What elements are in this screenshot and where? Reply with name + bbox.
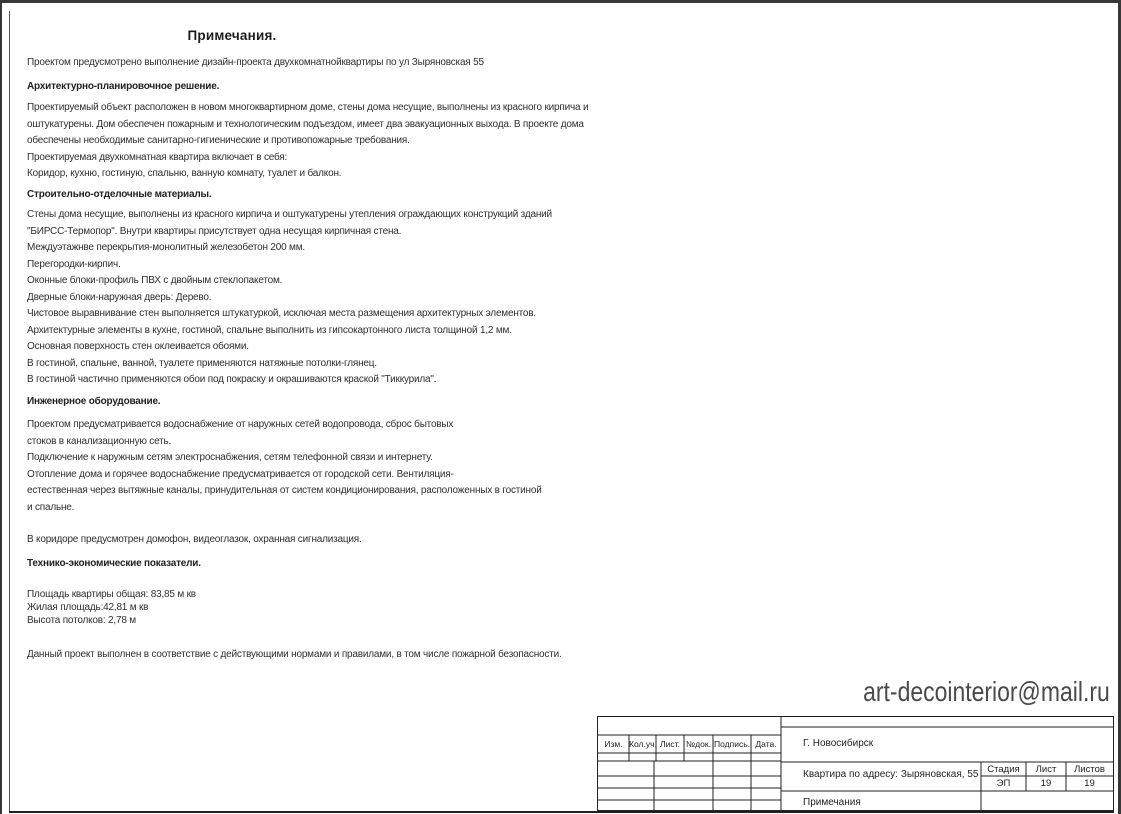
tb-col-podpis: Подпись. xyxy=(713,739,750,749)
tb-project-address: Квартира по адресу: Зыряновская, 55 xyxy=(803,769,979,780)
tb-col-izm: Изм. xyxy=(604,739,623,749)
tb-doc-name: Примечания xyxy=(803,797,861,808)
page-title: Примечания. xyxy=(187,28,277,43)
section-heading-engineering: Инженерное оборудование. xyxy=(27,395,161,407)
security-paragraph: В коридоре предусмотрен домофон, видеоглазок, охранная сигнализация. xyxy=(27,534,362,545)
tb-col-ndok: №док. xyxy=(686,739,711,749)
section-heading-indicators: Технико-экономические показатели. xyxy=(27,557,201,569)
text-line: Проектом предусматривается водоснабжение от наружных сетей водопровода, сброс бытовых xyxy=(27,419,454,430)
tb-sheet-value: 19 xyxy=(1040,778,1052,789)
text-line: Подключение к наружным сетям электроснабжения, сетям телефонной связи и интернету. xyxy=(27,452,433,463)
text-line: Стены дома несущие, выполнены из красного кирпича и оштукатурены утепления ограждающих конструкций зданий xyxy=(27,209,552,220)
text-line: естественная через вытяжные каналы, принудительная от систем кондиционирования, расположенных в гостиной xyxy=(27,485,542,496)
text-line: Жилая площадь:42,81 м кв xyxy=(27,602,149,614)
text-line: обеспечены необходимые санитарно-гигиенические и противопожарные требования. xyxy=(27,135,410,146)
tb-col-koluch: Кол.уч. xyxy=(629,739,657,749)
tb-sheet-label: Лист xyxy=(1035,764,1057,775)
text-line: оштукатурены. Дом обеспечен пожарным и технологическим подъездом, имеет два эвакуационных выхода. В проекте дома xyxy=(27,118,584,130)
text-line: Архитектурные элементы в кухне, гостиной, спальне выполнить из гипсокартонного листа толщиной 1,2 мм. xyxy=(27,324,512,336)
tb-col-data: Дата. xyxy=(755,739,777,749)
text-line: Проектируемый объект расположен в новом многоквартирном доме, стены дома несущие, выполнены из красного кирпича и xyxy=(27,102,589,113)
sheet-frame-left-line xyxy=(9,11,10,813)
engineering-paragraph xyxy=(27,417,572,516)
materials-paragraph xyxy=(27,207,572,389)
section-heading-architecture: Архитектурно-планировочное решение. xyxy=(27,80,220,92)
text-line: Основная поверхность стен оклеивается обоями. xyxy=(27,341,249,352)
tb-col-list: Лист. xyxy=(660,739,680,749)
tb-stage-label: Стадия xyxy=(987,764,1020,775)
notes-text-column xyxy=(27,3,589,663)
text-line: В гостиной частично применяются обои под покраску и окрашиваются краской "Тиккурила". xyxy=(27,374,437,385)
text-line: Коридор, кухню, гостиную, спальню, ванную комнату, туалет и балкон. xyxy=(27,168,342,179)
indicators-values xyxy=(27,588,572,628)
text-line: и спальне. xyxy=(27,501,75,513)
section-heading-materials: Строительно-отделочные материалы. xyxy=(27,188,212,200)
compliance-note: Данный проект выполнен в соответствие с действующими нормами и правилами, в том числе пожарной безопасности. xyxy=(27,648,562,660)
tb-sheets-value: 19 xyxy=(1084,778,1095,789)
intro-paragraph: Проектом предусмотрено выполнение дизайн-проекта двухкомнатнойквартиры по ул Зыряновская 55 xyxy=(27,57,484,68)
text-line: Перегородки-кирпич. xyxy=(27,258,121,270)
text-line: Отопление дома и горячее водоснабжение предусматривается от городской сети. Вентиляция- xyxy=(27,468,454,480)
text-line: стоков в канализационную сеть. xyxy=(27,435,172,447)
text-line: Дверные блоки-наружная дверь: Дерево. xyxy=(27,291,212,303)
tb-city: Г. Новосибирск xyxy=(803,738,874,749)
title-block xyxy=(597,716,1114,813)
text-line: Высота потолков: 2,78 м xyxy=(27,615,136,627)
text-line: Площадь квартиры общая: 83,85 м кв xyxy=(27,589,196,600)
text-line: "БИРСС-Термопор". Внутри квартиры присутствует одна несущая кирпичная стена. xyxy=(27,225,402,237)
tb-sheets-label: Листов xyxy=(1074,764,1105,775)
email-text: art-decointerior@mail.ru xyxy=(863,676,1110,707)
text-line: Междуэтажнве перекрытия-монолитный железобетон 200 мм. xyxy=(27,242,305,253)
tb-stage-value: ЭП xyxy=(996,778,1011,789)
architecture-paragraph xyxy=(27,100,589,183)
text-line: В гостиной, спальне, ванной, туалете применяются натяжные потолки-глянец. xyxy=(27,357,377,369)
text-line: Оконные блоки-профиль ПВХ с двойным стеклопакетом. xyxy=(27,275,283,286)
text-line: Проектируемая двухкомнатная квартира включает в себя: xyxy=(27,151,288,163)
text-line: Чистовое выравнивание стен выполняется штукатуркой, исключая места размещения архитектурных элементов. xyxy=(27,308,536,319)
